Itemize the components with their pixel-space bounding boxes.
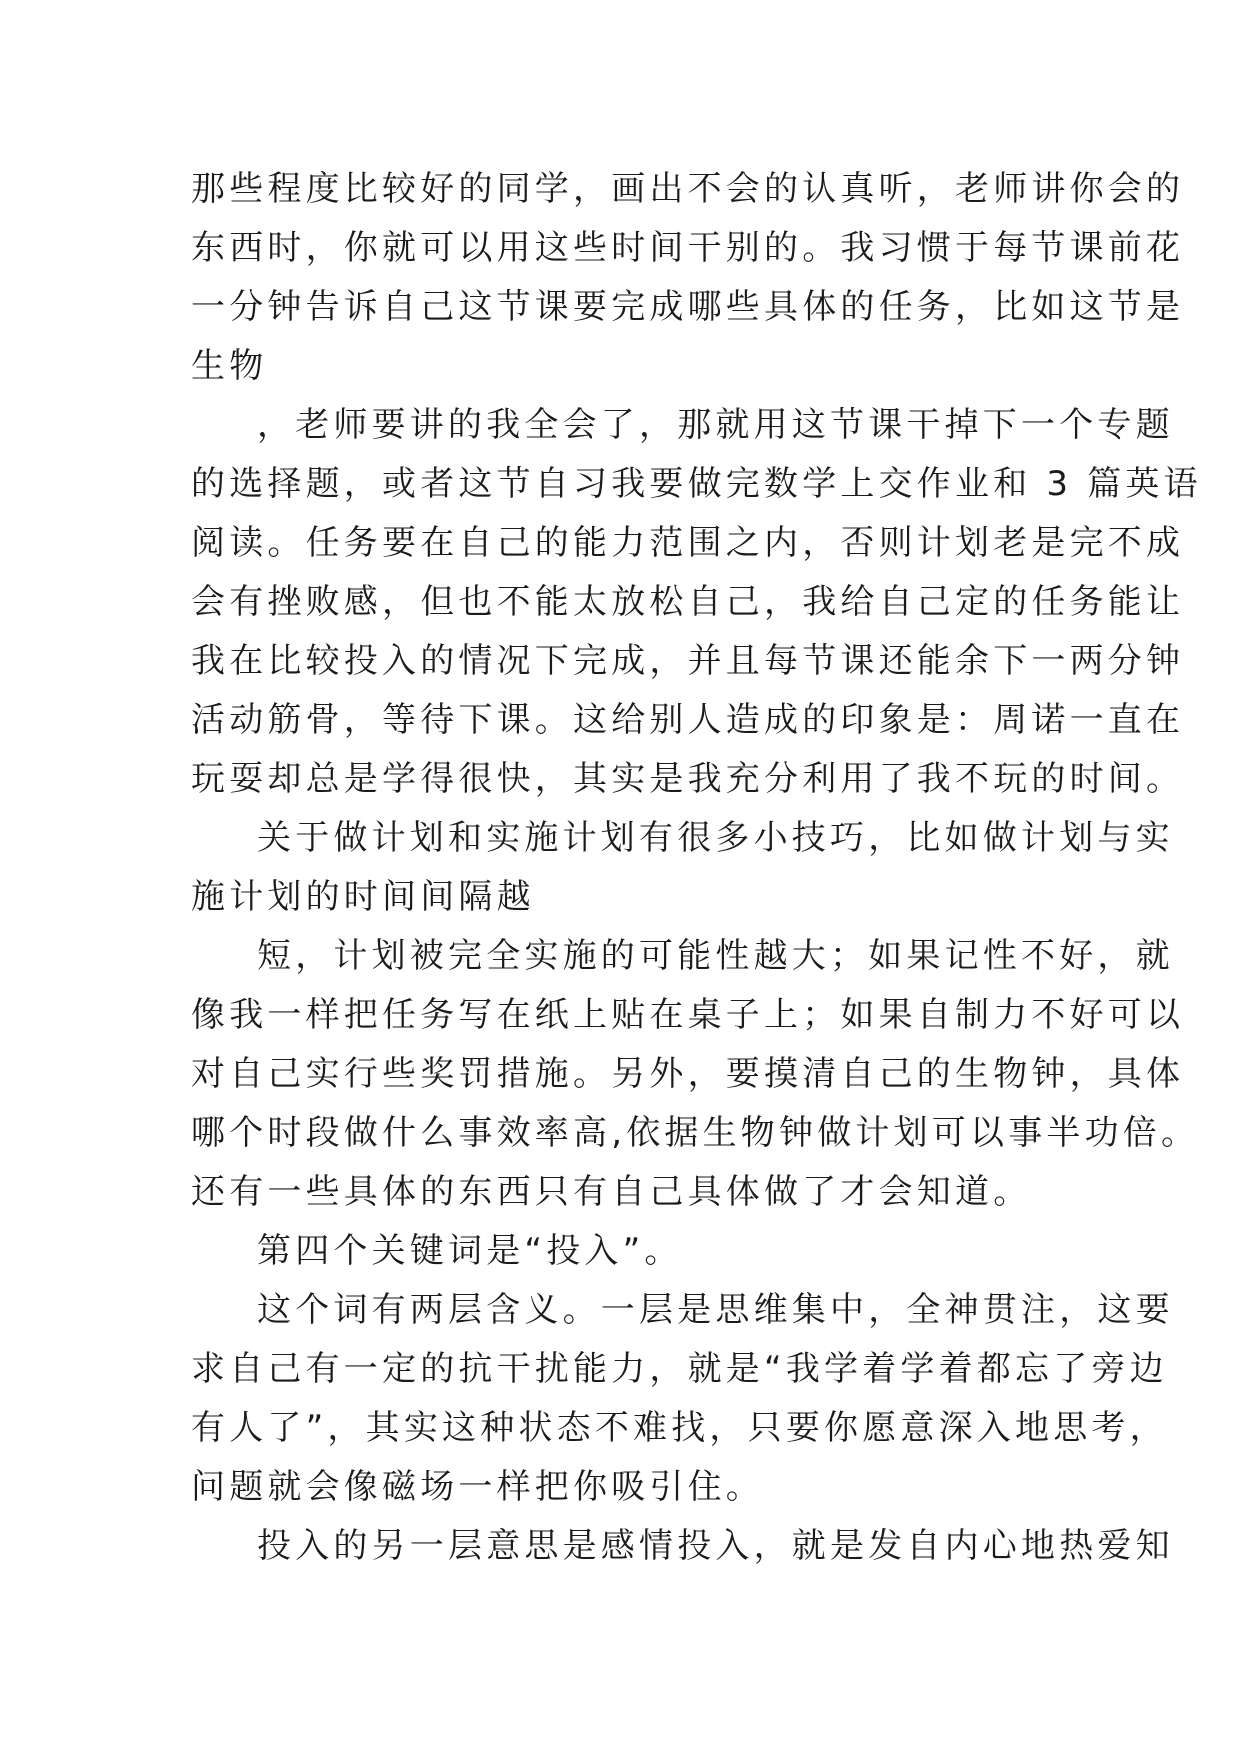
- text-line: 求自己有一定的抗干扰能力，就是“我学着学着都忘了旁边: [191, 1349, 1168, 1389]
- text-line: 活动筋骨，等待下课。这给别人造成的印象是：周诺一直在: [191, 700, 1185, 740]
- text-line: 生物: [191, 346, 268, 386]
- text-line: 会有挫败感，但也不能太放松自己，我给自己定的任务能让: [191, 582, 1185, 622]
- text-line: 玩耍却总是学得很快，其实是我充分利用了我不玩的时间。: [191, 759, 1185, 799]
- text-line: 这个词有两层含义。一层是思维集中，全神贯注，这要: [257, 1290, 1174, 1330]
- text-line: 还有一些具体的东西只有自己具体做了才会知道。: [191, 1172, 1032, 1212]
- text-line: 施计划的时间间隔越: [191, 877, 535, 917]
- text-line: 我在比较投入的情况下完成，并且每节课还能余下一两分钟: [191, 641, 1185, 681]
- text-line: 关于做计划和实施计划有很多小技巧，比如做计划与实: [257, 818, 1174, 858]
- text-line: 投入的另一层意思是感情投入，就是发自内心地热爱知: [257, 1526, 1174, 1566]
- text-line: 像我一样把任务写在纸上贴在桌子上；如果自制力不好可以: [191, 995, 1185, 1035]
- text-line: 阅读。任务要在自己的能力范围之内，否则计划老是完不成: [191, 523, 1185, 563]
- body-text: [191, 160, 1202, 1576]
- text-line: 第四个关键词是“投入”。: [257, 1231, 683, 1271]
- text-line: 有人了”，其实这种状态不难找，只要你愿意深入地思考，: [191, 1408, 1168, 1448]
- text-line: 哪个时段做什么事效率高,依据生物钟做计划可以事半功倍。: [191, 1113, 1200, 1153]
- text-line: 那些程度比较好的同学，画出不会的认真听，老师讲你会的: [191, 169, 1185, 209]
- text-line: 问题就会像磁场一样把你吸引住。: [191, 1467, 764, 1507]
- text-line: 短，计划被完全实施的可能性越大；如果记性不好，就: [257, 936, 1174, 976]
- text-line: 对自己实行些奖罚措施。另外，要摸清自己的生物钟，具体: [191, 1054, 1185, 1094]
- text-line: 东西时，你就可以用这些时间干别的。我习惯于每节课前花: [191, 228, 1185, 268]
- text-line: 的选择题，或者这节自习我要做完数学上交作业和 3 篇英语: [191, 464, 1202, 504]
- text-line: ，老师要讲的我全会了，那就用这节课干掉下一个专题: [257, 405, 1174, 445]
- text-line: 一分钟告诉自己这节课要完成哪些具体的任务，比如这节是: [191, 287, 1185, 327]
